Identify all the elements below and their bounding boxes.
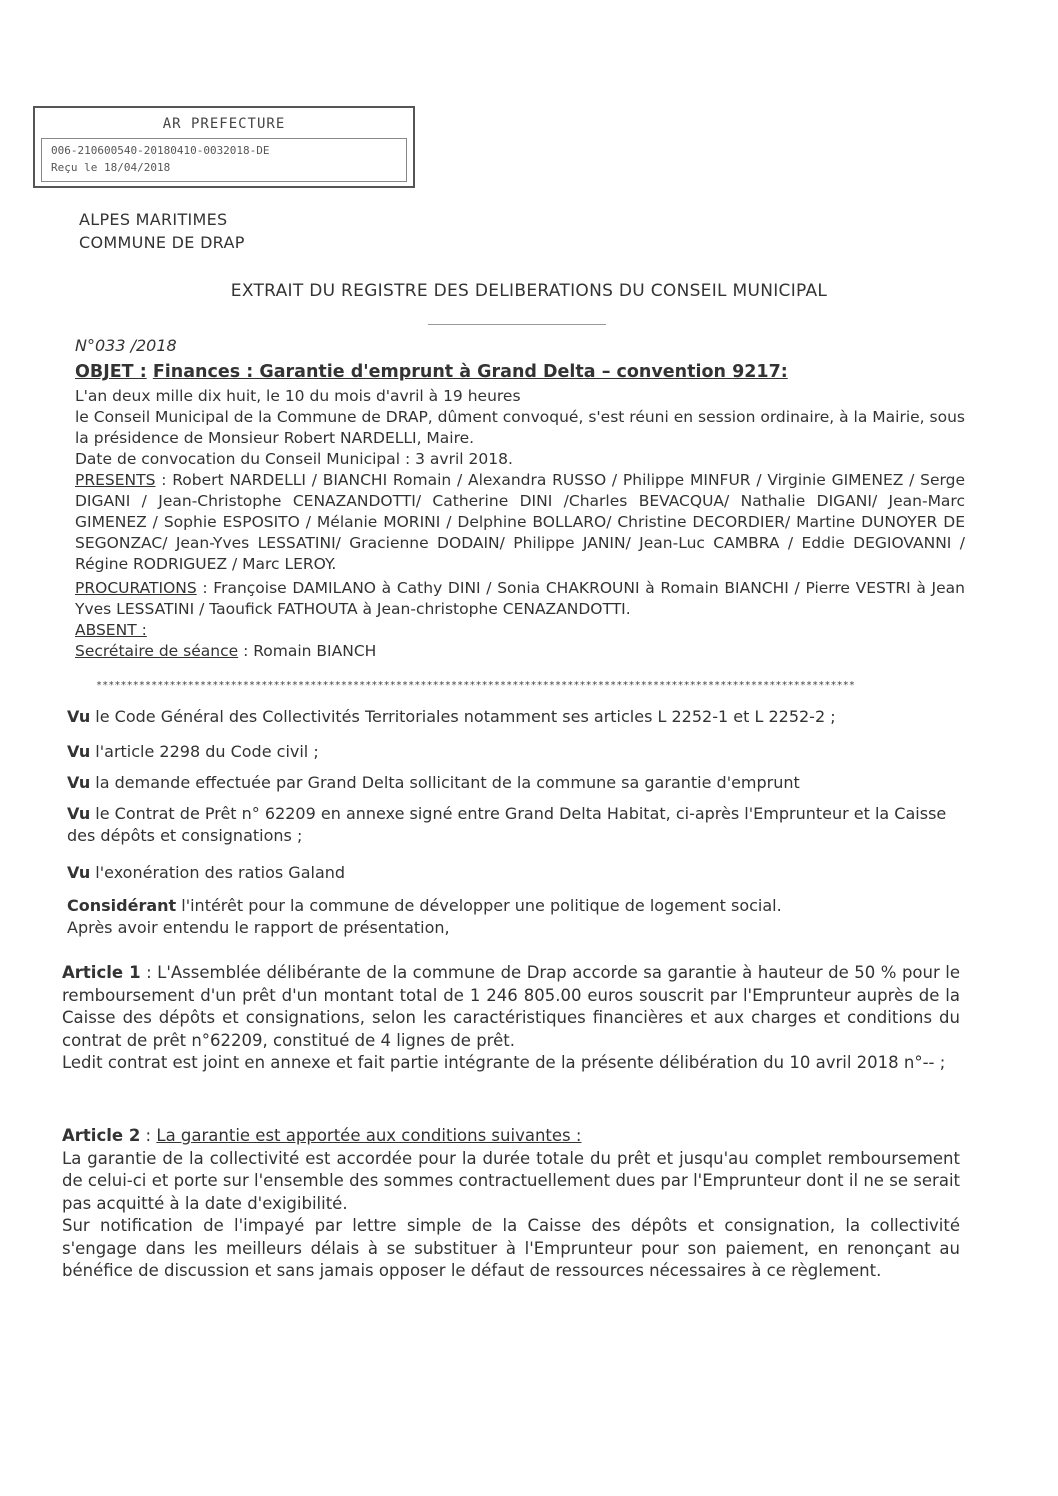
considerant-keyword: Considérant: [67, 896, 177, 915]
vu-text: le Code Général des Collectivités Territoriales notamment ses articles L 2252-1 et L 2252-2 ;: [90, 707, 836, 726]
title-separator: [428, 324, 606, 325]
preamble-line-2: le Conseil Municipal de la Commune de DRAP, dûment convoqué, s'est réuni en session ordinaire, à la Mairie, sous la présidence de Monsieur Robert NARDELLI, Maire.: [75, 408, 965, 447]
stamp-line-2: Reçu le 18/04/2018: [51, 161, 171, 174]
presents-list: : Robert NARDELLI / BIANCHI Romain / Alexandra RUSSO / Philippe MINFUR / Virginie GIMENEZ / Serge DIGANI / Jean-Christophe CENAZANDOTTI/ Catherine DINI /Charles BEVACQUA/ Nathalie DIGANI/ Jean-Marc GIMENEZ / Sophie ESPOSITO / Mélanie MORINI / Delphine BOLLARO/ Christine DECORDIER/ Martine DUNOYER DE SEGONZAC/ Jean-Yves LESSATINI/ Gracienne DODAIN/ Philippe JANIN/ Jean-Luc CAMBRA / Eddie DEGIOVANNI / Régine RODRIGUEZ / Marc LEROY.: [75, 471, 965, 573]
article-2-label: Article 2: [62, 1126, 141, 1145]
procurations-list: : Françoise DAMILANO à Cathy DINI / Sonia CHAKROUNI à Romain BIANCHI / Pierre VESTRI à Jean Yves LESSATINI / Taoufick FATHOUTA à Jean-christophe CENAZANDOTTI.: [75, 579, 965, 618]
vu-keyword: Vu: [67, 804, 91, 823]
considerant-line-2: Après avoir entendu le rapport de présentation,: [67, 918, 450, 937]
article-1-label: Article 1: [62, 963, 141, 982]
stamp-line-1: 006-210600540-20180410-0032018-DE: [51, 144, 270, 157]
vu-text: l'article 2298 du Code civil ;: [90, 742, 319, 761]
article-1-text: : L'Assemblée délibérante de la commune de Drap accorde sa garantie à hauteur de 50 % pour le remboursement d'un prêt d'un montant total de 1 246 805.00 euros souscrit par l'Emprunteur auprès de la Caisse des dépôts et consignations, selon les caractéristiques financières et aux charges et conditions du contrat de prêt n°62209, constitué de 4 lignes de prêt.: [62, 963, 960, 1050]
absent-label: ABSENT :: [75, 621, 147, 639]
article-2-subtitle: La garantie est apportée aux conditions suivantes :: [156, 1126, 582, 1145]
article-1: [62, 962, 960, 1075]
preamble-line-1: L'an deux mille dix huit, le 10 du mois d'avril à 19 heures: [75, 387, 521, 405]
objet-line: [75, 362, 788, 382]
vu-clause-5: [67, 862, 967, 884]
procurations-paragraph: [75, 578, 965, 620]
article-2-text-2: Sur notification de l'impayé par lettre simple de la Caisse des dépôts et consignation, la collectivité s'engage dans les meilleurs délais à se substituer à l'Emprunteur pour son paiement, en renonçant au bénéfice de discussion et sans jamais opposer le défaut de ressources nécessaires à ce règlement.: [62, 1216, 960, 1280]
vu-text: le Contrat de Prêt n° 62209 en annexe signé entre Grand Delta Habitat, ci-après l'Emprunteur et la Caisse des dépôts et consignations ;: [67, 804, 947, 845]
considerant-text: l'intérêt pour la commune de développer une politique de logement social.: [176, 896, 782, 915]
vu-keyword: Vu: [67, 863, 91, 882]
vu-keyword: Vu: [67, 773, 91, 792]
header-commune: COMMUNE DE DRAP: [79, 233, 245, 252]
stamp-title: AR PREFECTURE: [162, 116, 286, 132]
vu-clause-2: [67, 741, 967, 763]
vu-keyword: Vu: [67, 707, 91, 726]
vu-clause-1: [67, 706, 967, 728]
objet-text: Finances : Garantie d'emprunt à Grand Delta – convention 9217:: [152, 362, 788, 382]
vu-text: la demande effectuée par Grand Delta sollicitant de la commune sa garantie d'emprunt: [90, 773, 800, 792]
considerant-clause: [67, 895, 967, 939]
document-title: EXTRAIT DU REGISTRE DES DELIBERATIONS DU CONSEIL MUNICIPAL: [230, 281, 828, 301]
stars-separator: ****************************************************************************************************************************: [96, 680, 855, 691]
vu-clause-3: [67, 772, 967, 794]
procurations-label: PROCURATIONS: [75, 579, 197, 597]
article-2: Article 2 : La garantie est apportée aux conditions suivantes : La garantie de la collectivité est accordée pour la durée totale du prêt et jusqu'au complet remboursement de celui-ci et porte sur l'ensemble des sommes contractuellement dues par l'Emprunteur dont il ne se serait pas acquitté à la date d'exigibilité. Sur notification de l'impayé par lettre simple de la Caisse des dépôts et consignation, la collectivité s'engage dans les meilleurs délais à se substituer à l'Emprunteur pour son paiement, en renonçant au bénéfice de discussion et sans jamais opposer le défaut de ressources nécessaires à ce règlement.: [62, 1126, 960, 1280]
secretaire-label: Secrétaire de séance: [75, 642, 239, 660]
secretaire-name: : Romain BIANCH: [238, 642, 377, 660]
vu-clause-4: [67, 803, 967, 847]
presents-label: PRESENTS: [75, 471, 156, 489]
presents-paragraph: [75, 470, 965, 575]
secretaire-line: [75, 641, 965, 662]
article-1-text-2: Ledit contrat est joint en annexe et fait partie intégrante de la présente délibération du 10 avril 2018 n°-- ;: [62, 1053, 946, 1072]
header-department: ALPES MARITIMES: [79, 210, 228, 229]
vu-keyword: Vu: [67, 742, 91, 761]
vu-text: l'exonération des ratios Galand: [90, 863, 346, 882]
objet-label: OBJET :: [75, 362, 147, 382]
deliberation-number: N°033 /2018: [75, 336, 177, 355]
article-2-text: La garantie de la collectivité est accordée pour la durée totale du prêt et jusqu'au complet remboursement de celui-ci et porte sur l'ensemble des sommes contractuellement dues par l'Emprunteur dont il ne se serait pas acquitté à la date d'exigibilité.: [62, 1148, 960, 1213]
preamble-line-3: Date de convocation du Conseil Municipal : 3 avril 2018.: [75, 450, 513, 468]
prefecture-stamp: [33, 106, 415, 188]
